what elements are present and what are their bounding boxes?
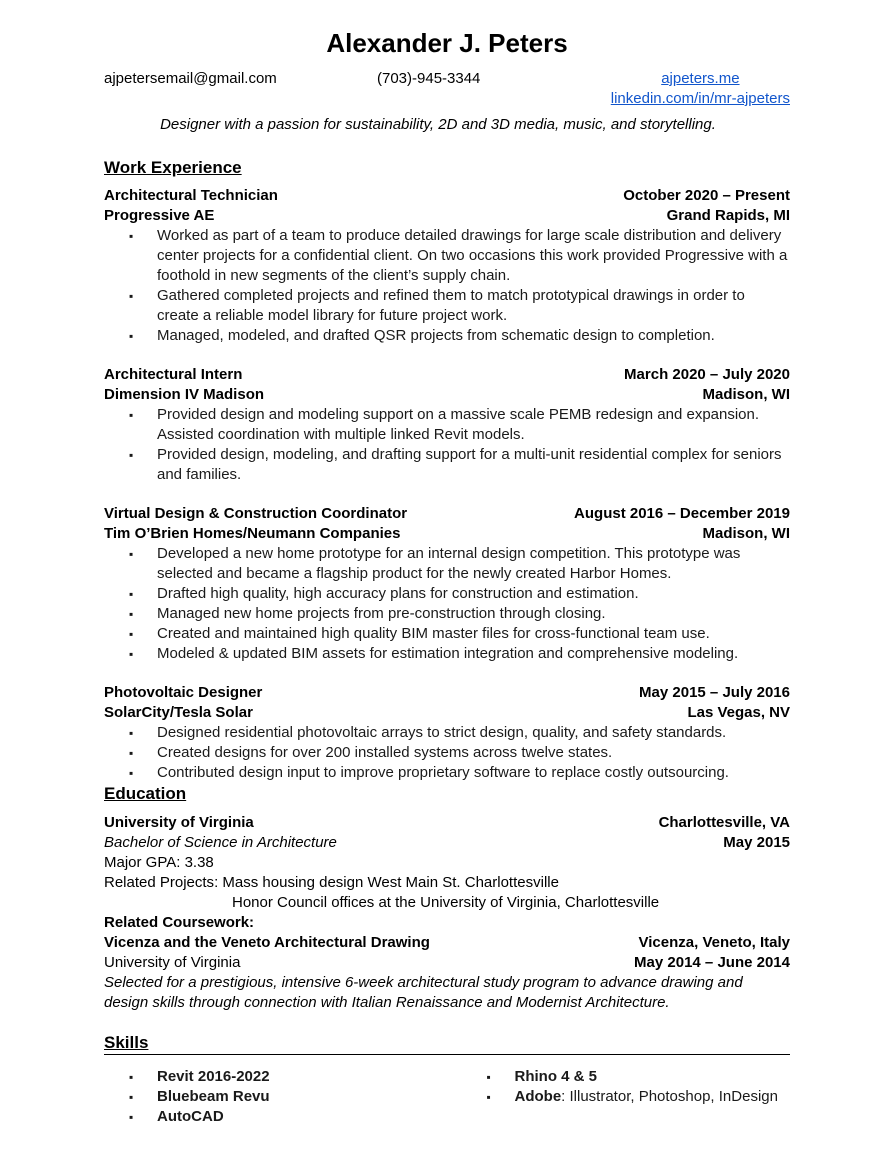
job-location: Madison, WI [702,386,790,403]
linkedin-link[interactable]: linkedin.com/in/mr-ajpeters [610,90,790,107]
school-name: University of Virginia [104,814,254,831]
job-company: SolarCity/Tesla Solar [104,704,253,721]
job-entry [104,504,790,664]
course-location: Vicenza, Veneto, Italy [638,934,790,951]
degree-date: May 2015 [723,834,790,851]
skills-title-text: Skills [104,1033,149,1052]
related-projects-line: Related Projects: Mass housing design West Main St. Charlottesville [104,874,559,891]
job-location: Las Vegas, NV [687,704,790,721]
job-company-row [104,524,790,544]
job-company: Tim O’Brien Homes/Neumann Companies [104,525,401,542]
bullet-item: ▪ Modeled & updated BIM assets for estimation integration and comprehensive modeling. [104,644,790,664]
job-location: Grand Rapids, MI [666,207,790,224]
skill-item-adobe [462,1087,791,1107]
job-header-row [104,365,790,385]
job-role: Virtual Design & Construction Coordinator [104,505,408,522]
job-role: Photovoltaic Designer [104,684,263,701]
school-row [104,813,790,833]
course-description: Selected for a prestigious, intensive 6-week architectural study program to advance drawing and design skills through connection with Italian Renaissance and Modernist Architecture. [104,974,743,1011]
job-entry [104,365,790,485]
degree-name: Bachelor of Science in Architecture [104,834,337,851]
job-bullets [104,405,790,485]
job-company: Progressive AE [104,207,215,224]
job-role: Architectural Intern [104,366,243,383]
skills-column-left [104,1067,462,1127]
course-row [104,933,790,953]
contact-links [611,69,790,109]
job-entry [104,186,790,346]
bullet-item: ▪ Worked as part of a team to produce detailed drawings for large scale distribution and delivery center projects for a confidential client. On two occasions this work provided Progressive with a foothold in new segments of the client’s supply chain. [104,226,790,286]
job-location: Madison, WI [702,525,790,542]
skills-section [104,1032,790,1127]
related-project-item: Mass housing design West Main St. Charlottesville [222,874,559,891]
website-link[interactable]: ajpeters.me [661,70,740,87]
section-title-education: Education [104,784,187,803]
job-dates: May 2015 – July 2016 [639,684,790,701]
bullet-item: ▪ Provided design, modeling, and drafting support for a multi-unit residential complex for seniors and families. [104,445,790,485]
job-company: Dimension IV Madison [104,386,265,403]
job-bullets [104,226,790,346]
job-role: Architectural Technician [104,187,278,204]
job-dates: March 2020 – July 2020 [624,366,790,383]
contact-info [104,69,790,113]
degree-row [104,833,790,853]
related-coursework-label: Related Coursework: [104,914,255,931]
job-dates: August 2016 – December 2019 [574,505,790,522]
job-header-row [104,504,790,524]
bullet-item: ▪ Contributed design input to improve proprietary software to replace costly outsourcing. [104,763,790,783]
job-dates: October 2020 – Present [623,187,790,204]
bullet-item: ▪ Managed, modeled, and drafted QSR projects from schematic design to completion. [104,326,790,346]
candidate-name: Alexander J. Peters [326,28,568,58]
skills-grid [104,1067,790,1127]
job-bullets [104,544,790,664]
bullet-item: ▪ Created and maintained high quality BIM master files for cross-functional team use. [104,624,790,644]
education-section [104,783,790,1013]
email-text: ajpetersemail@gmail.com [104,70,277,87]
skill-item: ▪ AutoCAD [104,1107,462,1127]
job-header-row [104,683,790,703]
bullet-item: ▪ Gathered completed projects and refined them to match prototypical drawings in order to create a reliable model library for future project work. [104,286,790,326]
job-entry [104,683,790,783]
skill-item: ▪ Bluebeam Revu [104,1087,462,1107]
job-company-row [104,385,790,405]
skill-adobe-label: Adobe [514,1088,562,1105]
bullet-item: ▪ Provided design and modeling support on a massive scale PEMB redesign and expansion. Assisted coordination with multiple linked Revit models. [104,405,790,445]
skill-item: ▪ Rhino 4 & 5 [462,1067,791,1087]
related-project-item: Honor Council offices at the University of Virginia, Charlottesville [232,894,660,911]
bullet-item: ▪ Developed a new home prototype for an internal design competition. This prototype was selected and became a flagship product for the newly created Harbor Homes. [104,544,790,584]
job-header-row [104,186,790,206]
course-name: Vicenza and the Veneto Architectural Drawing [104,934,430,951]
job-company-row [104,703,790,723]
skill-adobe-detail: : Illustrator, Photoshop, InDesign [561,1088,778,1105]
course-school: University of Virginia [104,954,241,971]
skill-item: ▪ Revit 2016-2022 [104,1067,462,1087]
tagline: Designer with a passion for sustainability, 2D and 3D media, music, and storytelling. [160,116,716,133]
related-projects-label: Related Projects [104,874,215,891]
course-dates: May 2014 – June 2014 [634,954,790,971]
bullet-item: ▪ Managed new home projects from pre-construction through closing. [104,604,790,624]
work-experience-section [104,157,790,783]
job-company-row [104,206,790,226]
skills-column-right [462,1067,791,1127]
bullet-item: ▪ Designed residential photovoltaic arrays to strict design, quality, and safety standards. [104,723,790,743]
job-bullets [104,723,790,783]
section-title-work: Work Experience [104,158,242,177]
school-location: Charlottesville, VA [658,814,790,831]
phone-text: (703)-945-3344 [377,70,481,87]
bullet-item: ▪ Drafted high quality, high accuracy plans for construction and estimation. [104,584,790,604]
gpa-text: Major GPA: 3.38 [104,854,214,871]
bullet-item: ▪ Created designs for over 200 installed systems across twelve states. [104,743,790,763]
course-school-row [104,953,790,973]
section-title-skills [104,1032,790,1055]
